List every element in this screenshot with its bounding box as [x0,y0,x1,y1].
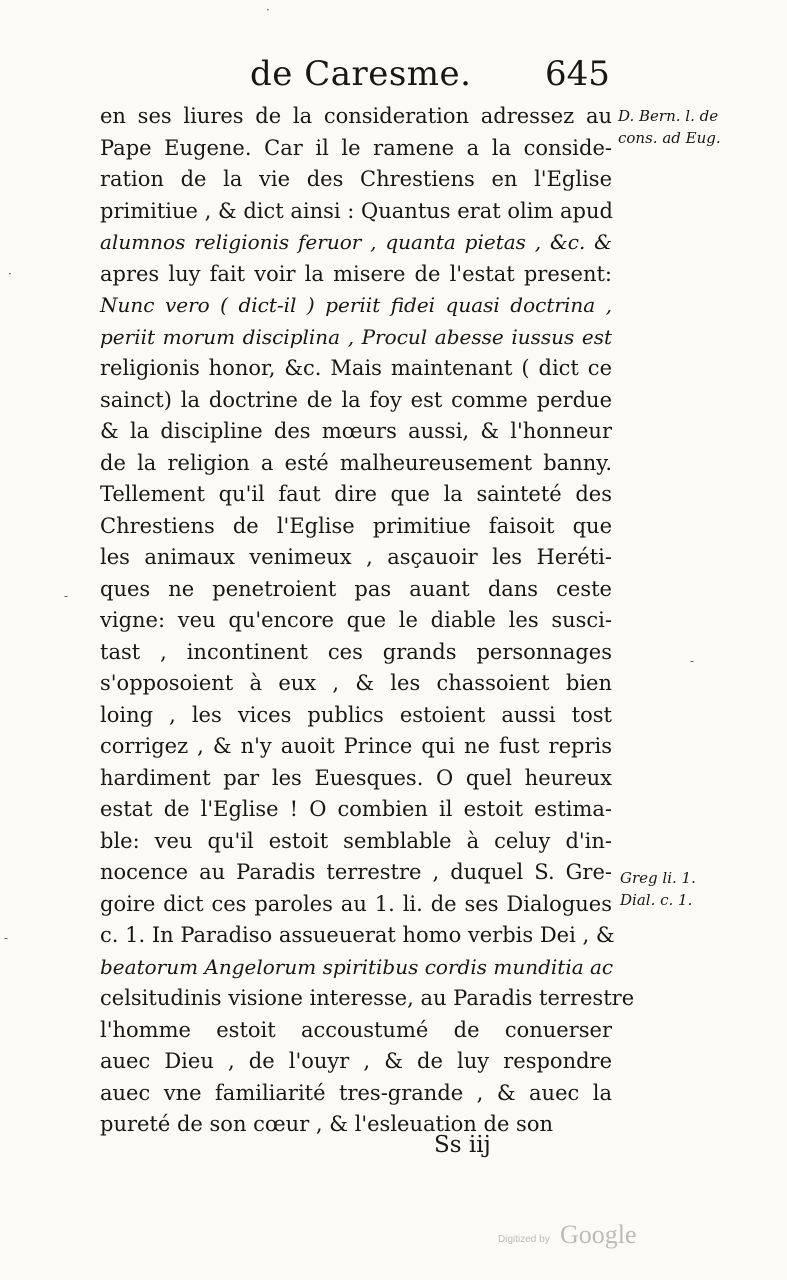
text-line: & la discipline des mœurs aussi, & l'honneur [100,419,612,443]
text-line: ques ne penetroient pas auant dans ceste [100,576,612,601]
margin-note-line: Greg li. 1. [620,869,696,887]
running-head: de Caresme. [250,54,472,94]
text-line: Pape Eugene. Car il le ramene a la conside- [100,135,612,160]
text-line: ration de la vie des Chrestiens en l'Eglise [100,167,612,191]
text-line: hardiment par les Euesques. O quel heureux [100,765,612,790]
text-line: goire dict ces paroles au 1. li. de ses Dialogues [100,891,612,916]
text-line: estat de l'Eglise ! O combien il estoit estima- [100,797,612,821]
google-logo: Google [560,1220,637,1249]
scan-speck: - [4,931,9,945]
margin-note-line: Dial. c. 1. [620,891,693,909]
margin-note-gregory [620,867,696,911]
text-line: les animaux venimeux , asçauoir les Heréti- [100,545,612,569]
text-line: corrigez , & n'y auoit Prince qui ne fust repris [100,734,612,758]
text-line: s'opposoient à eux , & les chassoient bien [100,671,612,695]
text-line: vigne: veu qu'encore que le diable les susci- [100,608,612,632]
text-line: periit morum disciplina , Procul abesse iussus est [100,324,612,349]
text-line: alumnos religionis feruor , quanta pietas , &c. & [100,230,612,254]
text-line: c. 1. In Paradiso assueuerat homo verbis Dei , & [100,923,615,947]
text-line: celsitudinis visione interesse, au Paradis terrestre [100,986,635,1010]
text-line: l'homme estoit accoustumé de conuerser [100,1017,612,1042]
google-watermark [498,1222,658,1250]
text-line: pureté de son cœur , & l'esleuation de son [100,1112,553,1136]
text-line: loing , les vices publics estoient aussi tost [100,702,612,727]
signature-mark: Ss iij [434,1132,491,1158]
scan-speck: · [8,267,12,281]
text-line: nocence au Paradis terrestre , duquel S. Gre- [100,860,612,884]
text-line: en ses liures de la consideration adressez au [100,104,612,128]
text-line: Chrestiens de l'Eglise primitiue faisoit que [100,513,612,538]
scan-speck: · [266,3,270,17]
text-line: tast , incontinent ces grands personnages [100,639,612,664]
text-line: ble: veu qu'il estoit semblable à celuy d'in- [100,828,612,853]
text-line: religionis honor, &c. Mais maintenant ( dict ce [100,356,612,380]
margin-note-line: cons. ad Eug. [618,129,721,147]
body-text [100,101,635,1141]
text-line: Tellement qu'il faut dire que la sainteté des [100,482,612,506]
text-line: auec Dieu , de l'ouyr , & de luy respondre [100,1049,612,1073]
text-line: primitiue , & dict ainsi : Quantus erat olim apud [100,198,613,223]
text-line: sainct) la doctrine de la foy est comme perdue [100,387,612,412]
page-number: 645 [545,54,610,94]
text-line: apres luy fait voir la misere de l'estat present: [100,261,612,286]
scan-speck: - [64,589,69,603]
scan-speck: - [690,654,695,668]
text-line: beatorum Angelorum spiritibus cordis munditia ac [100,954,614,979]
watermark-prefix: Digitized by [498,1234,550,1245]
text-line: de la religion a esté malheureusement banny. [100,450,612,475]
margin-note-bernard [618,105,721,149]
text-line: Nunc vero ( dict-il ) periit fidei quasi doctrina , [100,293,612,317]
margin-note-line: D. Bern. l. de [618,107,719,125]
text-line: auec vne familiarité tres-grande , & auec la [100,1080,612,1105]
